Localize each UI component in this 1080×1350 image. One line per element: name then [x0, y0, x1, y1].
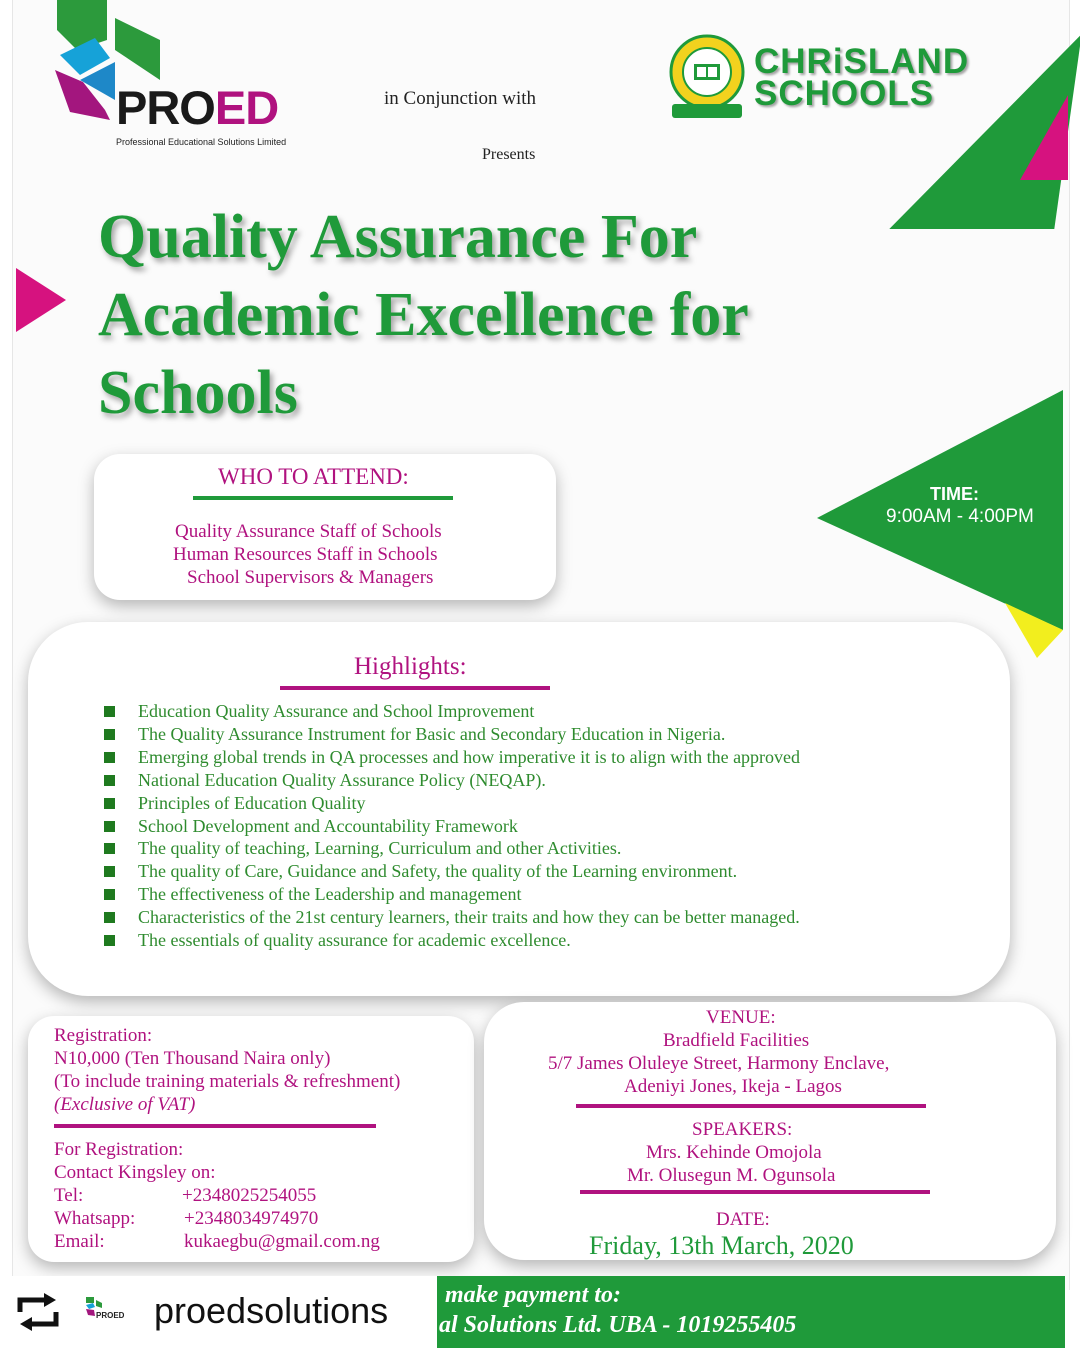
who-to-attend-underline: [193, 496, 453, 500]
attendee-item: School Supervisors & Managers: [187, 567, 434, 588]
venue-heading: VENUE:: [706, 1007, 776, 1028]
title-line-1: Quality Assurance For: [98, 203, 698, 271]
chrisland-wordmark: [754, 42, 970, 113]
speakers-divider: [580, 1190, 930, 1194]
account-handle[interactable]: proedsolutions: [154, 1290, 389, 1331]
highlight-item: The effectiveness of the Leadership and management: [104, 883, 800, 906]
speakers-heading: SPEAKERS:: [692, 1119, 793, 1140]
highlight-item: The Quality Assurance Instrument for Basic and Secondary Education in Nigeria.: [104, 723, 800, 746]
registration-heading: Registration:: [54, 1025, 153, 1046]
date-heading: DATE:: [716, 1209, 770, 1230]
tel-number: +2348025254055: [182, 1185, 317, 1206]
speaker-name: Mr. Olusegun M. Ogunsola: [627, 1165, 836, 1186]
attendee-item: Quality Assurance Staff of Schools: [175, 521, 442, 542]
time-label: TIME:: [930, 484, 979, 504]
venue-divider: [576, 1104, 926, 1108]
proed-name-accent: ED: [214, 81, 279, 134]
highlight-item: School Development and Accountability Framework: [104, 815, 800, 838]
registration-divider: [54, 1124, 376, 1128]
proed-wordmark: [116, 80, 278, 135]
highlights-underline: [280, 686, 550, 690]
top-right-magenta-stripe: [1020, 95, 1068, 180]
payment-line2: al Solutions Ltd. UBA - 1019255405: [439, 1312, 797, 1338]
left-magenta-triangle: [16, 268, 66, 332]
payment-line1: make payment to:: [445, 1282, 621, 1308]
email-label: Email:: [54, 1231, 105, 1252]
title-line-3: Schools: [98, 359, 298, 427]
tel-label: Tel:: [54, 1185, 84, 1206]
chrisland-line1: CHRiSLAND: [754, 42, 970, 81]
highlights-heading: Highlights:: [354, 653, 467, 680]
payment-band: [437, 1276, 1065, 1348]
highlight-item: The essentials of quality assurance for academic excellence.: [104, 929, 800, 952]
venue-line3: Adeniyi Jones, Ikeja - Lagos: [624, 1076, 842, 1097]
title-line-2: Academic Excellence for: [98, 281, 749, 349]
chrisland-seal-icon: [668, 32, 746, 124]
email-address: kukaegbu@gmail.com.ng: [184, 1231, 380, 1252]
venue-line1: Bradfield Facilities: [663, 1030, 810, 1051]
highlight-item: The quality of Care, Guidance and Safety, the quality of the Learning environment.: [104, 860, 800, 883]
attendee-item: Human Resources Staff in Schools: [173, 544, 438, 565]
whatsapp-label: Whatsapp:: [54, 1208, 136, 1229]
proed-name: PROED: [116, 81, 279, 134]
highlight-item: National Education Quality Assurance Policy (NEQAP).: [104, 769, 800, 792]
contact-line: Contact Kingsley on:: [54, 1162, 216, 1183]
venue-line2: 5/7 James Oluleye Street, Harmony Enclave,: [548, 1053, 890, 1074]
highlight-item: Education Quality Assurance and School Improvement: [104, 700, 800, 723]
highlight-item: Emerging global trends in QA processes and how imperative it is to align with the approved: [104, 746, 800, 769]
who-to-attend-heading: WHO TO ATTEND:: [218, 464, 409, 489]
contact-heading: For Registration:: [54, 1139, 184, 1160]
registration-fee: N10,000 (Ten Thousand Naira only): [54, 1048, 331, 1069]
proed-tagline: Professional Educational Solutions Limited: [116, 137, 287, 147]
highlight-item: Characteristics of the 21st century learners, their traits and how they can be better managed.: [104, 906, 800, 929]
conjunction-text: in Conjunction with: [384, 88, 536, 109]
proed-mini-wordmark: PROED: [96, 1311, 125, 1320]
date-value: Friday, 13th March, 2020: [589, 1231, 854, 1260]
page-title: [98, 198, 898, 432]
repost-icon[interactable]: [14, 1292, 62, 1332]
registration-includes: (To include training materials & refreshment): [54, 1071, 401, 1092]
time-value: 9:00AM - 4:00PM: [886, 506, 1034, 527]
highlight-item: Principles of Education Quality: [104, 792, 800, 815]
highlights-list: [104, 700, 800, 952]
whatsapp-number: +2348034974970: [184, 1208, 319, 1229]
highlight-item: The quality of teaching, Learning, Curriculum and other Activities.: [104, 837, 800, 860]
presents-text: Presents: [482, 146, 536, 163]
registration-vat: (Exclusive of VAT): [54, 1094, 196, 1115]
speaker-name: Mrs. Kehinde Omojola: [646, 1142, 822, 1163]
chrisland-line2: SCHOOLS: [754, 74, 935, 113]
